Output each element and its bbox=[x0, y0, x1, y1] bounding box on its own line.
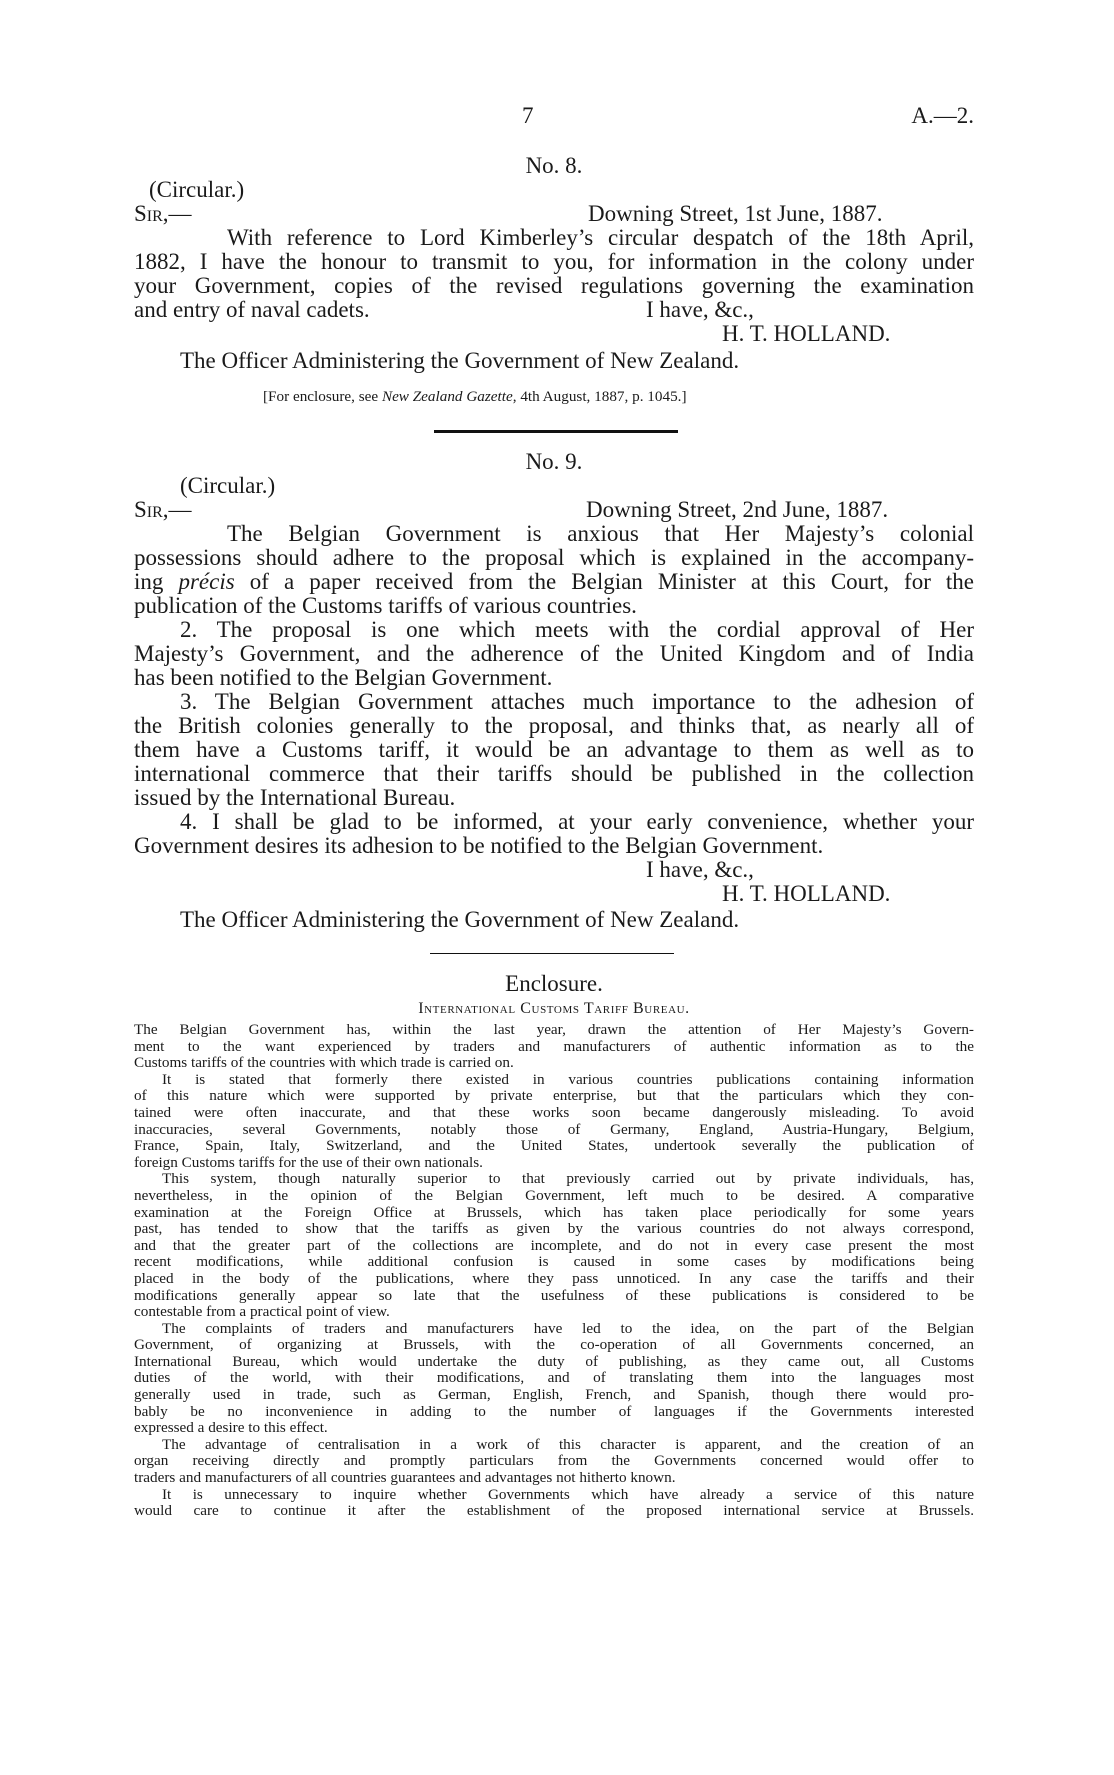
despatch-8-addressee: The Officer Administering the Government of New Zealand. bbox=[180, 348, 740, 373]
enclosure-note-suffix: , 4th August, 1887, p. 1045.] bbox=[512, 388, 687, 405]
despatch-8-signature: H. T. HOLLAND. bbox=[722, 321, 891, 346]
enclosure-subheading: International Customs Tariff Bureau. bbox=[418, 1000, 690, 1017]
para-1-text: of a paper received from the Belgian Minister at this Court, for the bbox=[234, 569, 975, 594]
enclosure-paragraph-line: modifications generally appear so late that the usefulness of these publications is considered to be bbox=[134, 1287, 974, 1304]
enclosure-paragraph-line: placed in the body of the publications, where they pass unnoticed. In any case the tariffs and their bbox=[134, 1270, 974, 1287]
despatch-9-para-3-line: them have a Customs tariff, it would be an advantage to them as well as to bbox=[134, 737, 974, 762]
despatch-9-para-2-line: 2. The proposal is one which meets with the cordial approval of Her bbox=[180, 617, 974, 642]
enclosure-paragraph-line: The Belgian Government has, within the last year, drawn the attention of Her Majesty’s Govern- bbox=[134, 1022, 974, 1038]
despatch-9-para-4-last-line: Government desires its adhesion to be notified to the Belgian Government. bbox=[134, 833, 824, 858]
enclosure-paragraph-line: The advantage of centralisation in a work of this character is apparent, and the creation of an bbox=[162, 1436, 974, 1453]
enclosure-paragraph-line: generally used in trade, such as German, English, French, and Spanish, though there would pro- bbox=[134, 1387, 974, 1404]
enclosure-paragraph-line: International Bureau, which would undertake the duty of publishing, as they came out, all Customs bbox=[134, 1353, 974, 1370]
despatch-8-salutation: Sir,— bbox=[134, 201, 192, 226]
despatch-8-type: (Circular.) bbox=[149, 177, 245, 202]
enclosure-paragraph-line: This system, though naturally superior to that previously carried out by private individuals, has, bbox=[162, 1171, 974, 1188]
despatch-9-para-3-line: international commerce that their tariffs should be published in the collection bbox=[134, 761, 974, 786]
enclosure-paragraph-last-line: contestable from a practical point of view. bbox=[134, 1303, 390, 1321]
enclosure-paragraph-line: It is unnecessary to inquire whether Governments which have already a service of this nature bbox=[162, 1486, 974, 1503]
enclosure-paragraphs bbox=[134, 1022, 974, 1520]
despatch-9-para-3-line: the British colonies generally to the proposal, and thinks that, as nearly all of bbox=[134, 713, 974, 738]
enclosure-paragraph-line: tained were often inaccurate, and that these works soon became dangerously misleading. To avoid bbox=[134, 1104, 974, 1121]
despatch-9-para-2-last-line: has been notified to the Belgian Government. bbox=[134, 665, 553, 690]
enclosure-heading: Enclosure. bbox=[505, 971, 603, 996]
enclosure-paragraph-line: of this nature which were supported by private enterprise, but that the particulars which they con- bbox=[134, 1088, 974, 1105]
enclosure-paragraph-last-line: foreign Customs tariffs for the use of their own nationals. bbox=[134, 1153, 483, 1171]
despatch-9-closing: I have, &c., bbox=[646, 857, 754, 882]
enclosure-paragraph-line: past, has tended to show that the tariffs as given by the various countries do not always correspond, bbox=[134, 1221, 974, 1238]
despatch-8-body-line: your Government, copies of the revised regulations governing the examination bbox=[134, 273, 974, 298]
enclosure-paragraph-line: bably be no inconvenience in adding to the number of languages if the Governments interested bbox=[134, 1403, 974, 1420]
despatch-9-para-1-last-line: publication of the Customs tariffs of various countries. bbox=[134, 593, 637, 618]
despatch-9-place-date: Downing Street, 2nd June, 1887. bbox=[586, 497, 889, 522]
enclosure-paragraph-line: recent modifications, while additional confusion is caused in some cases by modifications being bbox=[134, 1254, 974, 1271]
despatch-9-para-1-line: The Belgian Government is anxious that Her Majesty’s colonial bbox=[227, 521, 974, 546]
despatch-8-closing: I have, &c., bbox=[646, 297, 754, 322]
enclosure-note-title: New Zealand Gazette bbox=[381, 388, 513, 405]
enclosure-divider bbox=[430, 953, 674, 954]
para-1-italic-term: précis bbox=[178, 569, 235, 594]
despatch-9-salutation: Sir,— bbox=[134, 497, 192, 522]
document-reference: A.—2. bbox=[911, 103, 974, 128]
despatch-9-para-1-line: possessions should adhere to the proposal which is explained in the accompany- bbox=[134, 545, 974, 570]
enclosure-paragraph-last-line: traders and manufacturers of all countries guarantees and advantages not hitherto known. bbox=[134, 1469, 676, 1487]
despatch-9-signature: H. T. HOLLAND. bbox=[722, 881, 891, 906]
despatch-9-type: (Circular.) bbox=[180, 473, 276, 498]
despatch-9-para-4-line: 4. I shall be glad to be informed, at your early convenience, whether your bbox=[180, 809, 974, 834]
enclosure-paragraph-line: organ receiving directly and promptly particulars from the Governments concerned would offer to bbox=[134, 1453, 974, 1470]
para-1-text: ing bbox=[134, 569, 179, 594]
enclosure-paragraph-line: It is stated that formerly there existed in various countries publications containing information bbox=[162, 1071, 974, 1088]
enclosure-paragraph-line: ment to the want experienced by traders and manufacturers of authentic information as to the bbox=[134, 1038, 974, 1055]
despatch-9-para-3-line: 3. The Belgian Government attaches much importance to the adhesion of bbox=[180, 689, 974, 714]
enclosure-paragraph-line: inaccuracies, several Governments, notably those of Germany, England, Austria-Hungary, Belgium, bbox=[134, 1121, 974, 1138]
despatch-8-place-date: Downing Street, 1st June, 1887. bbox=[588, 201, 883, 226]
despatch-8-body-last-line: and entry of naval cadets. bbox=[134, 297, 370, 322]
enclosure-paragraph-last-line: Customs tariffs of the countries with which trade is carried on. bbox=[134, 1054, 514, 1072]
enclosure-paragraph-line: France, Spain, Italy, Switzerland, and the United States, undertook severally the publication of bbox=[134, 1138, 974, 1155]
enclosure-paragraph-line: would care to continue it after the establishment of the proposed international service at Brussels. bbox=[134, 1503, 974, 1520]
enclosure-paragraph-line: examination at the Foreign Office at Brussels, which has taken place periodically for some years bbox=[134, 1204, 974, 1221]
enclosure-paragraph-line: duties of the world, with their modifications, and of translating them into the languages most bbox=[134, 1370, 974, 1387]
enclosure-paragraph-line: nevertheless, in the opinion of the Belgian Government, left much to be desired. A comparative bbox=[134, 1187, 974, 1204]
despatch-9-number: No. 9. bbox=[525, 449, 583, 474]
enclosure-paragraph-line: and that the greater part of the collections are incomplete, and do not in every case present the most bbox=[134, 1237, 974, 1254]
enclosure-paragraph-line: Government, of organizing at Brussels, with the co-operation of all Governments concerned, an bbox=[134, 1337, 974, 1354]
despatch-9-para-1-line bbox=[134, 570, 974, 594]
despatch-9-addressee: The Officer Administering the Government of New Zealand. bbox=[180, 907, 740, 932]
despatch-8-body-line: With reference to Lord Kimberley’s circular despatch of the 18th April, bbox=[227, 225, 974, 250]
despatch-8-number: No. 8. bbox=[525, 153, 583, 178]
enclosure-body bbox=[134, 1022, 974, 1520]
enclosure-note-prefix: [For enclosure, see bbox=[263, 388, 382, 405]
enclosure-paragraph-last-line: expressed a desire to this effect. bbox=[134, 1419, 328, 1437]
page-number: 7 bbox=[522, 103, 534, 128]
despatch-8-body-line: 1882, I have the honour to transmit to you, for information in the colony under bbox=[134, 249, 974, 274]
despatch-9-para-2-line: Majesty’s Government, and the adherence of the United Kingdom and of India bbox=[134, 641, 974, 666]
despatch-9-para-3-last-line: issued by the International Bureau. bbox=[134, 785, 456, 810]
enclosure-paragraph-line: The complaints of traders and manufacturers have led to the idea, on the part of the Belgian bbox=[162, 1320, 974, 1337]
despatch-8-enclosure-note bbox=[263, 389, 687, 406]
section-divider bbox=[434, 430, 678, 433]
